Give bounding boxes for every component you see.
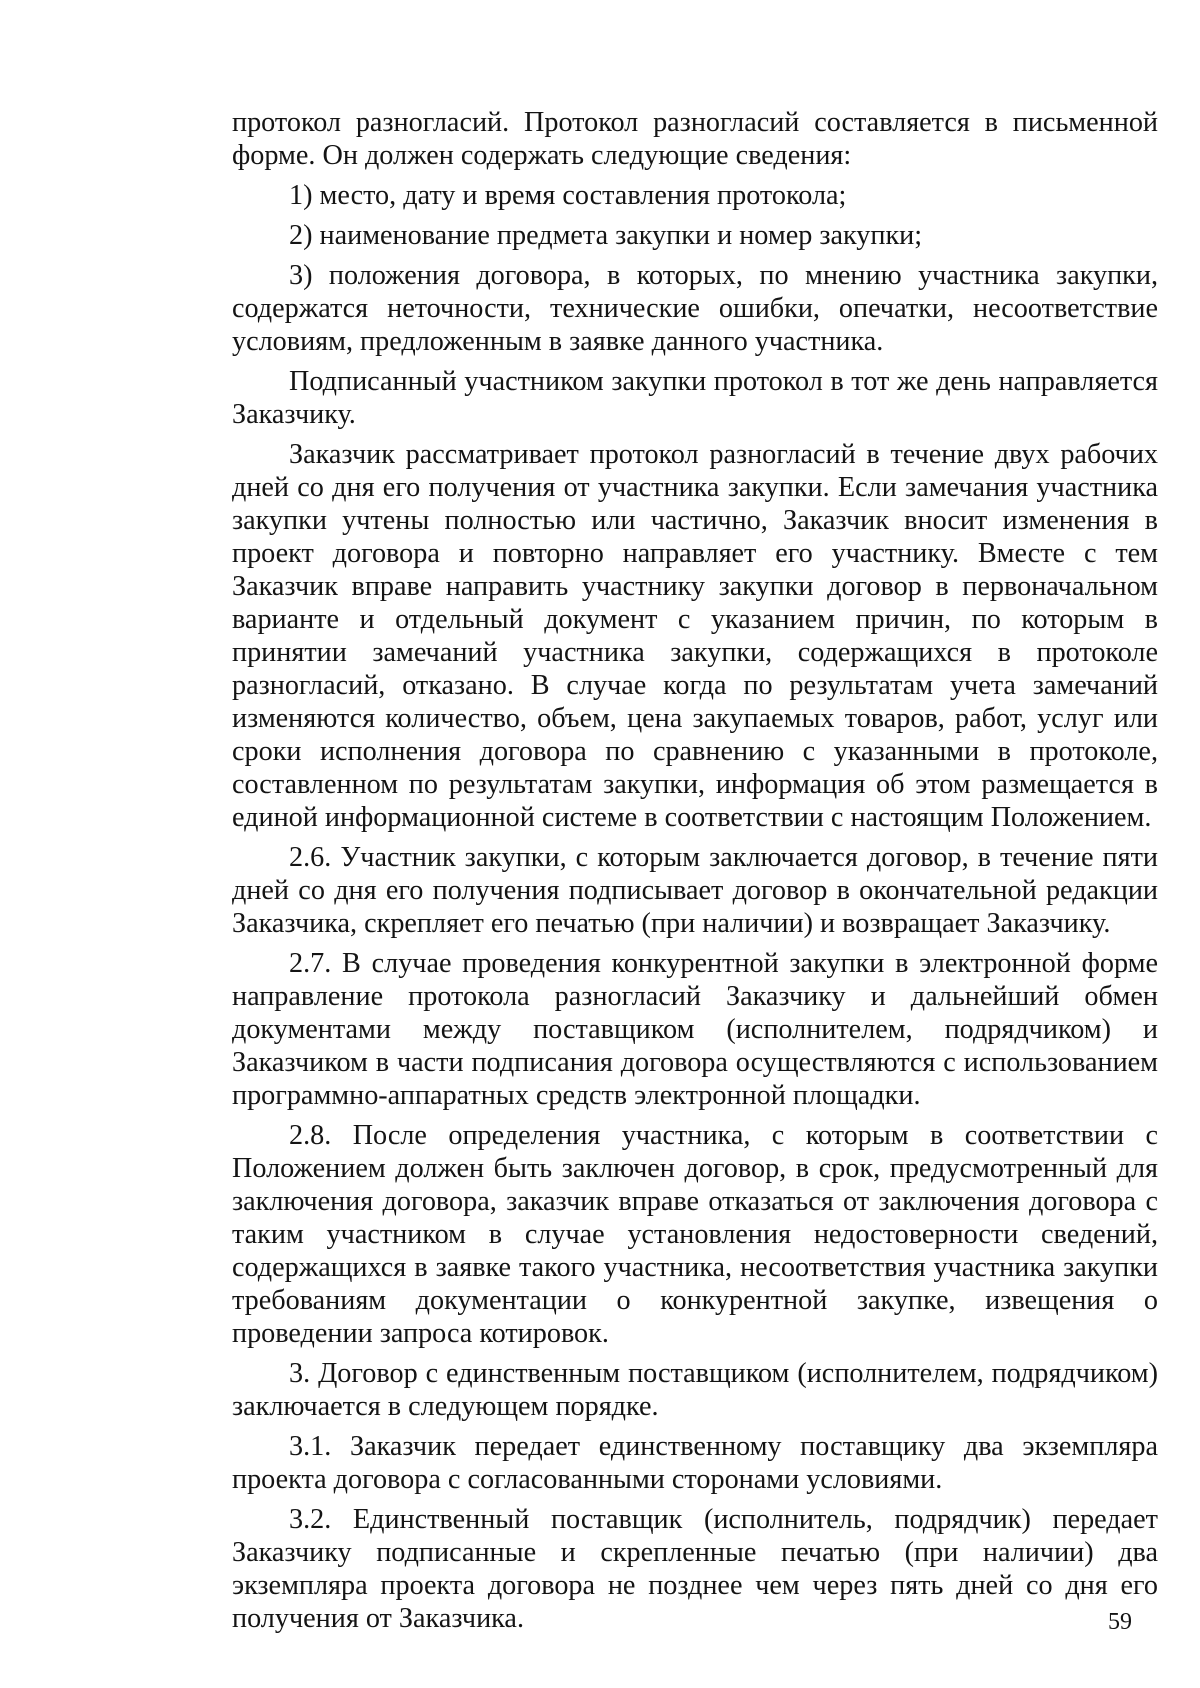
clause-2-8: 2.8. После определения участника, с которым в соответствии с Положением должен быть заключен договор, в срок, предусмотренный для заключения договора, заказчик вправе отказаться от заключения договора с таким участником в случае установления недостоверности сведений, содержащихся в заявке такого участника, несоответствия участника закупки требованиям документации о конкурентной закупке, извещения о проведении запроса котировок. <box>232 1120 1158 1349</box>
paragraph-continuation: протокол разногласий. Протокол разногласий составляется в письменной форме. Он должен содержать следующие сведения: <box>232 107 1158 171</box>
document-page-body <box>232 106 1158 1642</box>
clause-2-7: 2.7. В случае проведения конкурентной закупки в электронной форме направление протокола разногласий Заказчику и дальнейший обмен документами между поставщиком (исполнителем, подрядчиком) и Заказчиком в части подписания договора осуществляются с использованием программно-аппаратных средств электронной площадки. <box>232 948 1158 1111</box>
clause-3-1: 3.1. Заказчик передает единственному поставщику два экземпляра проекта договора с согласованными сторонами условиями. <box>232 1431 1158 1495</box>
list-item-3: 3) положения договора, в которых, по мнению участника закупки, содержатся неточности, технические ошибки, опечатки, несоответствие условиям, предложенным в заявке данного участника. <box>232 260 1158 357</box>
clause-2-6: 2.6. Участник закупки, с которым заключается договор, в течение пяти дней со дня его получения подписывает договор в окончательной редакции Заказчика, скрепляет его печатью (при наличии) и возвращает Заказчику. <box>232 842 1158 939</box>
clause-3-2: 3.2. Единственный поставщик (исполнитель, подрядчик) передает Заказчику подписанные и скрепленные печатью (при наличии) два экземпляра проекта договора не позднее чем через пять дней со дня его получения от Заказчика. <box>232 1504 1158 1634</box>
list-item-2: 2) наименование предмета закупки и номер закупки; <box>289 220 923 251</box>
paragraph-signed-protocol: Подписанный участником закупки протокол в тот же день направляется Заказчику. <box>232 366 1158 430</box>
clause-3: 3. Договор с единственным поставщиком (исполнителем, подрядчиком) заключается в следующем порядке. <box>232 1358 1158 1422</box>
page-number: 59 <box>1108 1609 1132 1635</box>
list-item-1: 1) место, дату и время составления протокола; <box>289 180 847 211</box>
paragraph-customer-review: Заказчик рассматривает протокол разногласий в течение двух рабочих дней со дня его получения от участника закупки. Если замечания участника закупки учтены полностью или частично, Заказчик вносит изменения в проект договора и повторно направляет его участнику. Вместе с тем Заказчик вправе направить участнику закупки договор в первоначальном варианте и отдельный документ с указанием причин, по которым в принятии замечаний участника закупки, содержащихся в протоколе разногласий, отказано. В случае когда по результатам учета замечаний изменяются количество, объем, цена закупаемых товаров, работ, услуг или сроки исполнения договора по сравнению с указанными в протоколе, составленном по результатам закупки, информация об этом размещается в единой информационной системе в соответствии с настоящим Положением. <box>232 439 1158 833</box>
